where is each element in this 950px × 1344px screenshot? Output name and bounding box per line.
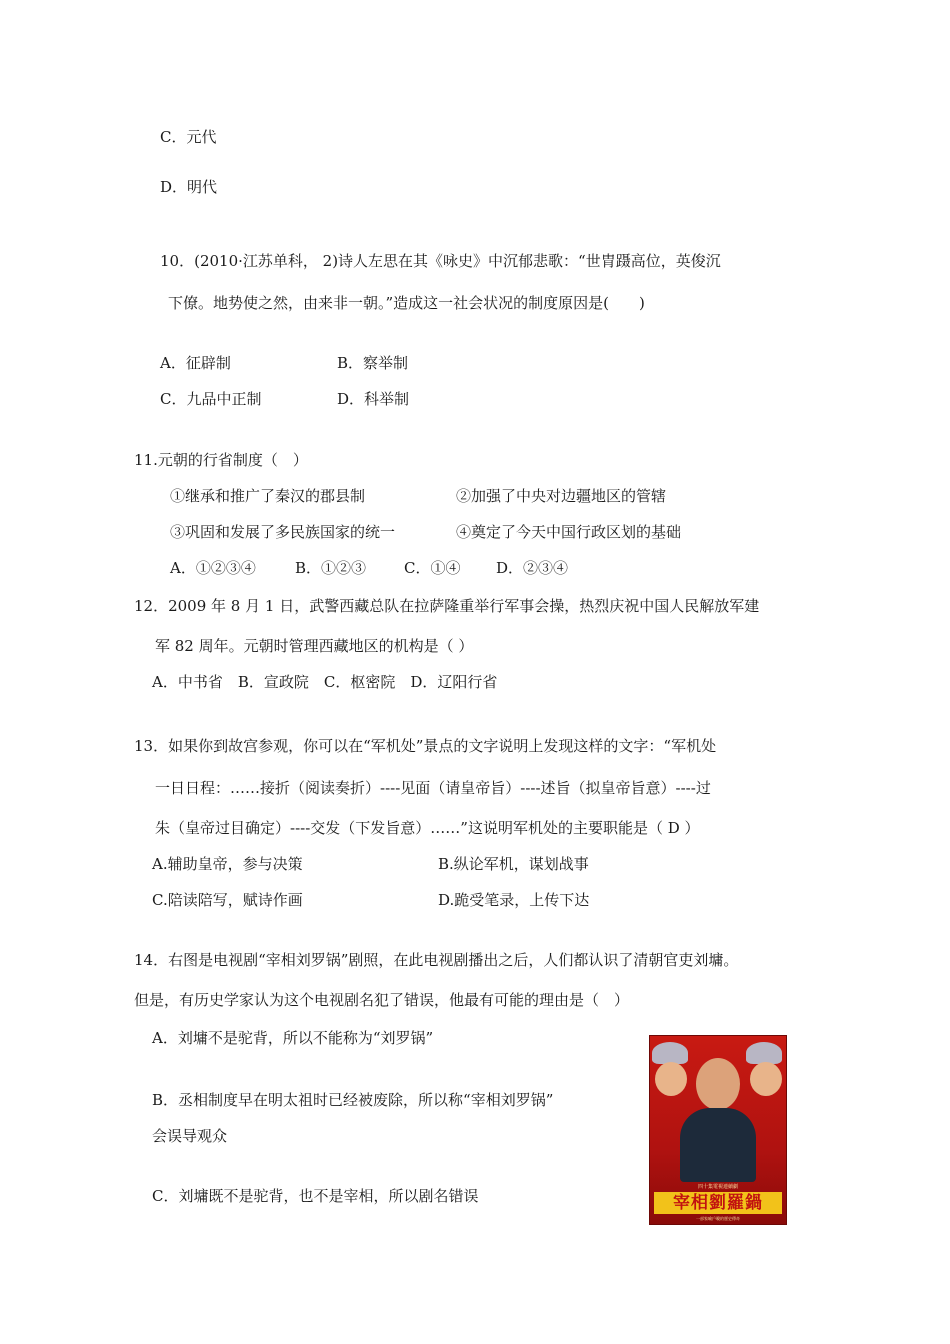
q13-stem-line1: 13．如果你到故宫参观，你可以在“军机处”景点的文字说明上发现这样的文字：“军机处 [134, 737, 717, 755]
q12-options: A．中书省 B．宣政院 C．枢密院 D．辽阳行省 [152, 673, 498, 691]
right-figure-face [750, 1062, 782, 1096]
q14-option-b-line1: B．丞相制度早在明太祖时已经被废除，所以称“宰相刘罗锅” [152, 1091, 554, 1109]
right-figure-hat [746, 1042, 782, 1064]
q14-stem-line2: 但是，有历史学家认为这个电视剧名犯了错误，他最有可能的理由是（ ） [134, 991, 630, 1009]
q12-stem-line2: 军 82 周年。元朝时管理西藏地区的机构是（ ） [155, 637, 474, 655]
q11-stem: 11.元朝的行省制度（ ） [134, 451, 308, 469]
left-figure-face [655, 1062, 687, 1096]
center-figure-robe [680, 1108, 756, 1182]
q11-statement-2: ②加强了中央对边疆地区的管辖 [456, 487, 667, 505]
q13-option-a: A.辅助皇帝，参与决策 [152, 855, 303, 873]
q14-stem-line1: 14．右图是电视剧“宰相刘罗锅”剧照，在此电视剧播出之后，人们都认识了清朝官吏刘墉。 [134, 951, 739, 969]
q13-option-c: C.陪读陪写，赋诗作画 [152, 891, 303, 909]
q11-option-c: C．①④ [404, 559, 461, 577]
left-figure-hat [652, 1042, 688, 1064]
poster-subtitle: 四十集電視連續劇 [697, 1184, 738, 1190]
q10-option-a: A．征辟制 [160, 354, 231, 372]
q13-option-d: D.跪受笔录，上传下达 [438, 891, 590, 909]
q11-statement-3: ③巩固和发展了多民族国家的统一 [170, 523, 396, 541]
q13-stem-line2: 一日日程：……接折（阅读奏折）----见面（请皇帝旨）----述旨（拟皇帝旨意）----过 [155, 779, 711, 797]
q11-option-a: A．①②③④ [170, 559, 256, 577]
q11-statement-1: ①继承和推广了秦汉的郡县制 [170, 487, 366, 505]
q10-option-b: B．察举制 [337, 354, 409, 372]
poster-bottom-text: 一部家喻戶曉的歷史傳奇 [696, 1216, 740, 1221]
tv-drama-poster [650, 1036, 786, 1224]
q13-stem-line3: 朱（皇帝过目确定）----交发（下发旨意）……”这说明军机处的主要职能是（ D ） [155, 819, 700, 837]
q10-option-c: C．九品中正制 [160, 390, 262, 408]
q10-stem-line1: 10．(2010·江苏单科， 2)诗人左思在其《咏史》中沉郁悲歌：“世胄蹑高位，英俊沉 [160, 252, 721, 270]
q11-option-d: D．②③④ [496, 559, 569, 577]
q13-option-b: B.纵论军机，谋划战事 [438, 855, 589, 873]
q11-statement-4: ④奠定了今天中国行政区划的基础 [456, 523, 682, 541]
poster-title: 宰相劉羅鍋 [654, 1192, 782, 1214]
q9-option-d: D．明代 [160, 178, 218, 196]
center-figure-face [696, 1058, 740, 1110]
q9-option-c: C．元代 [160, 128, 217, 146]
q10-option-d: D．科举制 [337, 390, 410, 408]
q12-stem-line1: 12．2009 年 8 月 1 日，武警西藏总队在拉萨隆重举行军事会操，热烈庆祝中国人民解放军建 [134, 597, 760, 615]
q11-option-b: B．①②③ [295, 559, 367, 577]
q14-option-c: C．刘墉既不是驼背，也不是宰相，所以剧名错误 [152, 1187, 479, 1205]
q14-option-a: A．刘墉不是驼背，所以不能称为“刘罗锅” [152, 1029, 434, 1047]
q14-option-b-line2: 会误导观众 [152, 1127, 228, 1145]
q10-stem-line2: 下僚。地势使之然，由来非一朝。”造成这一社会状况的制度原因是( ) [168, 294, 645, 312]
